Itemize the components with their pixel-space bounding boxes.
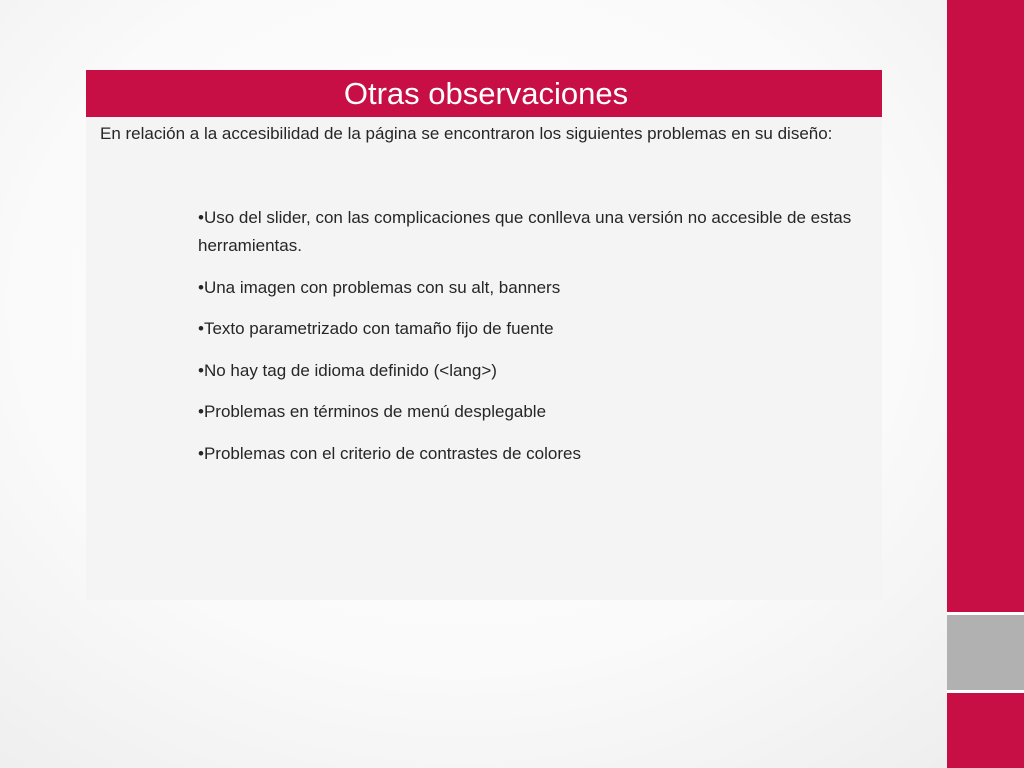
- bullet-item: •Texto parametrizado con tamaño fijo de fuente: [198, 319, 554, 338]
- bullet-item: •Problemas en términos de menú desplegable: [198, 402, 547, 421]
- decorative-side-band: [947, 0, 1024, 768]
- bullet-item: •Una imagen con problemas con su alt, banners: [198, 277, 561, 297]
- bullet-item: •No hay tag de idioma definido (<lang>): [198, 360, 497, 380]
- intro-paragraph: En relación a la accesibilidad de la página se encontraron los siguientes problemas en su diseño:: [100, 124, 833, 143]
- bullet-item: •Problemas con el criterio de contrastes de colores: [198, 443, 581, 463]
- side-band-gray: [947, 615, 1024, 690]
- bullet-item: •Uso del slider, con las complicaciones que conlleva una versión no accesible de estas herramientas.: [198, 208, 852, 255]
- bullet-list: [198, 204, 858, 481]
- side-band-red-top: [947, 0, 1024, 612]
- slide-content-box: [86, 70, 882, 600]
- side-band-red-bottom: [947, 693, 1024, 768]
- slide-title: Otras observaciones: [343, 76, 629, 111]
- title-bar: [86, 70, 882, 117]
